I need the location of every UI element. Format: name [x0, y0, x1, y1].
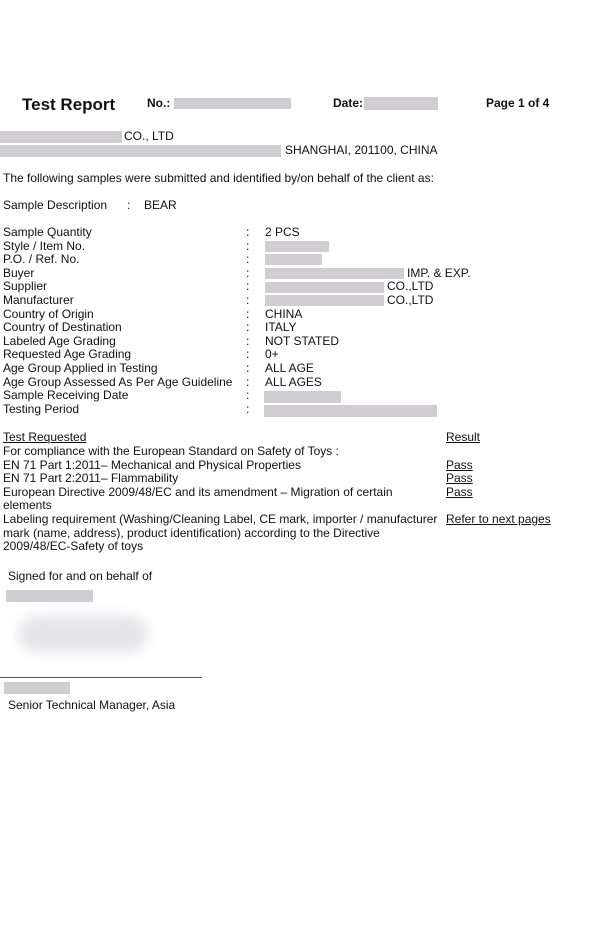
test-description: European Directive 2009/48/EC and its amendment – Migration of certain elements	[3, 484, 393, 513]
field-sep: :	[246, 361, 250, 375]
field-label: Age Group Applied in Testing	[3, 361, 158, 375]
field-sep: :	[246, 252, 250, 267]
field-label: Country of Origin	[3, 306, 94, 321]
compliance-line	[3, 445, 598, 459]
test-result: Pass	[446, 471, 473, 486]
test-row	[3, 513, 598, 555]
field-sep: :	[246, 401, 250, 416]
field-value: ALL AGES	[265, 374, 322, 389]
field-value: 0+	[265, 347, 279, 362]
report-number-redacted	[174, 98, 291, 109]
field-sep: :	[246, 265, 250, 280]
supplier-redacted	[265, 282, 384, 293]
client-address-redacted	[0, 145, 281, 157]
tests-header	[3, 431, 598, 445]
field-sep: :	[246, 320, 250, 335]
field-label: P.O. / Ref. No.	[3, 252, 80, 267]
field-sample-quantity	[3, 226, 563, 240]
report-number-label: No.:	[147, 96, 171, 110]
field-label: Country of Destination	[3, 320, 122, 335]
test-description: EN 71 Part 2:2011– Flammability	[3, 471, 179, 486]
client-name-redacted	[0, 131, 122, 143]
signer-company-redacted	[6, 590, 93, 602]
signed-for-text: Signed for and on behalf of	[8, 569, 153, 583]
field-sep: :	[246, 333, 250, 348]
field-label: Style / Item No.	[3, 238, 86, 253]
field-value: NOT STATED	[265, 333, 340, 348]
test-description: EN 71 Part 1:2011– Mechanical and Physical Properties	[3, 457, 301, 472]
field-labeled-age-grading	[3, 335, 563, 349]
receiving-date-redacted	[264, 391, 341, 403]
field-age-group-applied	[3, 362, 563, 376]
field-country-of-origin	[3, 308, 563, 322]
field-sep: :	[246, 306, 250, 321]
field-value: 2 PCS	[265, 225, 300, 239]
compliance-text: For compliance with the European Standard on Safety of Toys :	[3, 444, 339, 458]
test-row	[3, 486, 598, 514]
field-label: Sample Receiving Date	[3, 388, 129, 403]
field-label: Labeled Age Grading	[3, 333, 116, 348]
report-title: Test Report	[22, 95, 116, 114]
field-sep: :	[246, 238, 250, 253]
field-country-of-destination	[3, 321, 563, 335]
field-label: Manufacturer	[3, 293, 74, 307]
test-result: Pass	[446, 457, 473, 472]
field-label: Buyer	[3, 265, 35, 280]
client-address-suffix: SHANGHAI, 201100, CHINA	[285, 143, 438, 157]
field-label: Sample Quantity	[3, 225, 92, 239]
intro-text: The following samples were submitted and identified by/on behalf of the client as:	[3, 171, 434, 185]
signer-name-redacted	[4, 682, 70, 694]
field-requested-age-grading	[3, 348, 563, 362]
field-age-group-assessed	[3, 376, 563, 390]
field-value: CO.,LTD	[387, 293, 434, 307]
test-requested-header: Test Requested	[3, 430, 87, 444]
signature-line	[0, 677, 202, 678]
field-value: ITALY	[265, 320, 297, 335]
field-label: Requested Age Grading	[3, 347, 132, 362]
field-sep: :	[246, 347, 250, 362]
client-name-suffix: CO., LTD	[124, 129, 174, 143]
field-sep: :	[246, 293, 250, 307]
field-sep: :	[246, 225, 250, 239]
testing-period-redacted	[264, 405, 437, 417]
signer-role: Senior Technical Manager, Asia	[8, 698, 176, 712]
signature-scribble	[18, 615, 148, 653]
sample-description-sep: :	[127, 198, 131, 212]
field-label: Supplier	[3, 279, 48, 294]
test-description: Labeling requirement (Washing/Cleaning Label, CE mark, importer / manufacturer mark (name, address), product identification) according to the Directive 2009/48/EC-Safety of toys	[3, 512, 438, 554]
field-label: Age Group Assessed As Per Age Guideline	[3, 374, 233, 389]
sample-description-label: Sample Description	[3, 198, 108, 212]
page-indicator: Page 1 of 4	[486, 96, 550, 110]
field-sep: :	[246, 279, 250, 294]
field-value: ALL AGE	[265, 361, 314, 375]
manufacturer-redacted	[265, 295, 384, 306]
po-ref-redacted	[265, 254, 322, 265]
report-date-label: Date:	[333, 96, 364, 110]
style-item-redacted	[265, 241, 329, 252]
result-header: Result	[446, 430, 481, 444]
field-value: IMP. & EXP.	[407, 265, 471, 280]
field-value: CO.,LTD	[387, 279, 434, 294]
report-date-redacted	[364, 97, 438, 110]
field-sep: :	[246, 388, 250, 403]
field-value: CHINA	[265, 306, 303, 321]
field-label: Testing Period	[3, 401, 80, 416]
field-sep: :	[246, 374, 250, 389]
sample-description-value: BEAR	[144, 198, 177, 212]
buyer-redacted	[265, 268, 404, 279]
test-result: Pass	[446, 484, 473, 499]
test-result: Refer to next pages	[446, 512, 551, 526]
